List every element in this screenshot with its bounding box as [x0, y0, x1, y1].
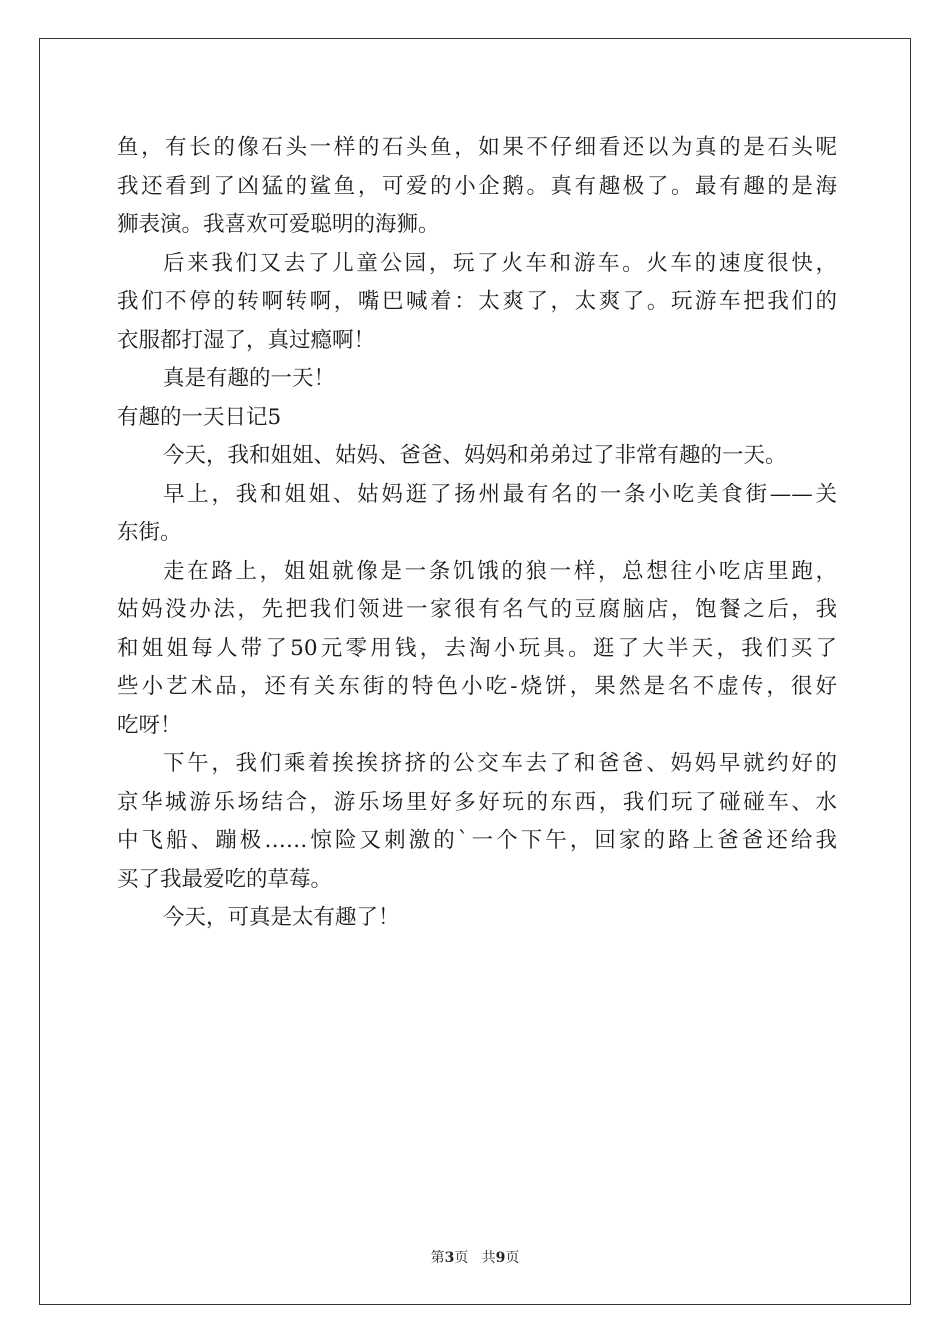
total-pages-number: 9	[495, 1250, 506, 1266]
text-line: 姑妈没办法，先把我们领进一家很有名气的豆腐脑店，饱餐之后，我	[117, 597, 837, 622]
text-line: 下午，我们乘着挨挨挤挤的公交车去了和爸爸、妈妈早就约好的	[163, 751, 837, 776]
total-prefix: 共	[481, 1250, 496, 1266]
text-line: 中飞船、蹦极……惊险又刺激的`一个下午，回家的路上爸爸还给我	[117, 828, 837, 853]
text-line: 狮表演。我喜欢可爱聪明的海狮。	[117, 212, 440, 237]
text-line: 早上，我和姐姐、姑妈逛了扬州最有名的一条小吃美食街——关	[163, 481, 837, 507]
text-line: 和姐姐每人带了50元零用钱，去淘小玩具。逛了大半天，我们买了	[117, 635, 837, 661]
text-line: 我们不停的转啊转啊，嘴巴喊着：太爽了，太爽了。玩游车把我们的	[117, 289, 837, 314]
text-line: 我还看到了凶猛的鲨鱼，可爱的小企鹅。真有趣极了。最有趣的是海	[117, 173, 837, 199]
text-line: 鱼，有长的像石头一样的石头鱼，如果不仔细看还以为真的是石头呢	[117, 135, 837, 160]
text-line: 些小艺术品，还有关东街的特色小吃-烧饼，果然是名不虚传，很好	[117, 674, 837, 699]
document-body	[117, 129, 837, 938]
text-line: 有趣的一天日记5	[117, 404, 282, 430]
text-line: 京华城游乐场结合，游乐场里好多好玩的东西，我们玩了碰碰车、水	[117, 789, 837, 815]
text-line: 真是有趣的一天！	[163, 366, 336, 391]
text-line: 今天，我和姐姐、姑妈、爸爸、妈妈和弟弟过了非常有趣的一天。	[163, 443, 787, 468]
text-line: 后来我们又去了儿童公园，玩了火车和游车。火车的速度很快，	[163, 250, 837, 276]
page-suffix: 页	[454, 1250, 469, 1266]
text-line: 今天，可真是太有趣了！	[163, 905, 400, 930]
text-line: 走在路上，姐姐就像是一条饥饿的狼一样，总想往小吃店里跑，	[163, 558, 837, 584]
text-line: 衣服都打湿了，真过瘾啊！	[117, 327, 376, 353]
text-line: 买了我最爱吃的草莓。	[117, 866, 333, 892]
page-prefix: 第	[430, 1250, 445, 1266]
text-line: 东街。	[117, 520, 182, 545]
current-page-number: 3	[444, 1250, 455, 1266]
page-footer	[0, 1247, 950, 1267]
text-line: 吃呀！	[117, 712, 182, 738]
total-suffix: 页	[505, 1250, 520, 1266]
